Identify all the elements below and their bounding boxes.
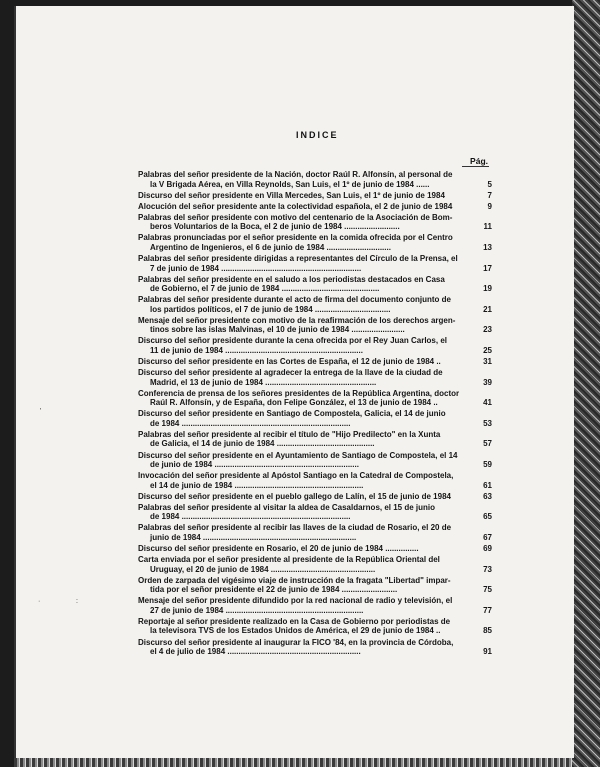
toc-page-number: 85 [483, 626, 492, 636]
toc-entry-continuation: de 1984 ............................................................................ [150, 418, 351, 428]
toc-entry [138, 233, 492, 252]
toc-entry-text: Discurso del señor presidente en el Ayuntamiento de Santiago de Compostela, el 14 [138, 450, 458, 460]
toc-entry [138, 544, 492, 554]
toc-page-number: 19 [483, 284, 492, 294]
toc-entry-text: Discurso del señor presidente en Santiago de Compostela, Galicia, el 14 de junio [138, 409, 446, 419]
toc-page-number: 23 [483, 325, 492, 335]
toc-entry [138, 295, 492, 314]
toc-page-number: 53 [483, 418, 492, 428]
toc-entry-text: Mensaje del señor presidente difundido por la red nacional de radio y televisión, el [138, 596, 453, 606]
toc-page-number: 61 [483, 480, 492, 490]
toc-entry [138, 275, 492, 294]
toc-entry-continuation: la V Brigada Aérea, en Villa Reynolds, San Luis, el 1º de junio de 1984 ...... [150, 179, 430, 189]
toc-entry [138, 409, 492, 428]
toc-entry-continuation: el 14 de junio de 1984 .......................................................... [150, 480, 364, 490]
toc-page-number: 41 [483, 398, 492, 408]
toc-entry-text: Conferencia de prensa de los señores presidentes de la República Argentina, doctor [138, 388, 460, 398]
toc-entry-text: Palabras pronunciadas por el señor presidente en la comida ofrecida por el Centro [138, 233, 453, 243]
toc-entry-continuation: de Gobierno, el 7 de junio de 1984 ............................................ [150, 284, 380, 294]
page-column-header: Pág. [470, 156, 488, 166]
toc-entry [138, 555, 492, 574]
toc-entry-continuation: Argentino de Ingenieros, el 6 de junio de 1984 ............................. [150, 242, 391, 252]
toc-entry-continuation: 7 de junio de 1984 ............................................................... [150, 263, 362, 273]
toc-entry [138, 316, 492, 335]
toc-entry [138, 191, 492, 201]
toc-entry [138, 254, 492, 273]
toc-page-number: 17 [483, 263, 492, 273]
toc-entry-text: Invocación del señor presidente al Apóstol Santiago en la Catedral de Compostela, [138, 471, 454, 481]
toc-entry-text: Palabras del señor presidente al recibir el título de "Hijo Predilecto" en la Xunta [138, 429, 441, 439]
toc-entry-continuation: de Galicia, el 14 de junio de 1984 ............................................ [150, 439, 375, 449]
toc-entry-text: Discurso del señor presidente en Villa Mercedes, San Luis, el 1º de junio de 1984 [138, 190, 445, 200]
toc-page-number: 75 [483, 585, 492, 595]
toc-entry-text: Palabras del señor presidente con motivo del centenario de la Asociación de Bom- [138, 212, 453, 222]
toc-entry-continuation: Madrid, el 13 de junio de 1984 .................................................. [150, 377, 377, 387]
toc-page-number: 91 [483, 647, 492, 656]
toc-page-number: 9 [487, 201, 492, 211]
toc-page-number: 21 [483, 304, 492, 314]
toc-entry-text: Palabras del señor presidente en el saludo a los periodistas destacados en Casa [138, 274, 445, 284]
toc-entry-text: Mensaje del señor presidente con motivo de la reafirmación de los derechos argen- [138, 315, 456, 325]
toc-page-number: 63 [483, 491, 492, 501]
scan-mark: ' [40, 408, 42, 415]
toc-entry [138, 368, 492, 387]
toc-entry-text: Discurso del señor presidente en las Cortes de España, el 12 de junio de 1984 .. [138, 357, 441, 366]
toc-page-number: 39 [483, 377, 492, 387]
toc-entry-text: Discurso del señor presidente durante la cena ofrecida por el Rey Juan Carlos, el [138, 336, 447, 346]
toc-page-number: 31 [483, 357, 492, 366]
toc-entry-continuation: Uruguay, el 20 de junio de 1984 ............................................... [150, 564, 376, 574]
toc-entry-text: Discurso del señor presidente en Rosario, el 20 de junio de 1984 ............... [138, 544, 419, 553]
toc-entry-continuation: beros Voluntarios de la Boca, el 2 de junio de 1984 ......................... [150, 222, 400, 232]
toc-page-number: 59 [483, 460, 492, 469]
toc-entry-text: Palabras del señor presidente dirigidas a representantes del Círculo de la Prensa, el [138, 254, 458, 263]
toc-entry [138, 503, 492, 522]
toc-entry [138, 389, 492, 408]
toc-entry-continuation: Raúl R. Alfonsín, y de España, don Felipe González, el 13 de junio de 1984 .. [150, 398, 438, 408]
toc-entry-continuation: el 4 de julio de 1984 ............................................................ [150, 647, 361, 656]
toc-entry [138, 576, 492, 595]
toc-entry-text: Palabras del señor presidente durante el acto de firma del documento conjunto de [138, 295, 451, 305]
toc-page-number: 67 [483, 532, 492, 542]
toc-entry-text: Palabras del señor presidente de la Nación, doctor Raúl R. Alfonsín, al personal de [138, 170, 453, 179]
toc-entry-text: Palabras del señor presidente al recibir las llaves de la ciudad de Rosario, el 20 de [138, 523, 452, 533]
toc-page-number: 77 [483, 605, 492, 615]
toc-entry-text: Palabras del señor presidente al visitar la aldea de Casaldarnos, el 15 de junio [138, 502, 436, 512]
toc-page-number: 11 [483, 222, 492, 232]
toc-entry [138, 523, 492, 542]
page-title: INDICE [296, 130, 339, 140]
toc-page-number: 7 [487, 190, 492, 200]
toc-page-number: 5 [487, 179, 492, 189]
toc-entry [138, 170, 492, 189]
toc-entry-continuation: de junio de 1984 ................................................................. [150, 460, 359, 469]
toc-entry [138, 617, 492, 636]
toc-entry [138, 596, 492, 615]
toc-entry-continuation: tinos sobre las islas Malvinas, el 10 de junio de 1984 ........................ [150, 325, 405, 335]
toc-entry [138, 357, 492, 367]
toc-entry-continuation: la televisora TVS de los Estados Unidos de América, el 29 de junio de 1984 .. [150, 626, 441, 636]
toc-entry-continuation: tida por el señor presidente el 22 de junio de 1984 ......................... [150, 585, 398, 595]
toc-entry [138, 336, 492, 355]
toc-page-number: 25 [483, 345, 492, 355]
toc-entry [138, 492, 492, 502]
toc-page-number: 65 [483, 512, 492, 522]
toc-entry-text: Alocución del señor presidente ante la colectividad española, el 2 de junio de 1984 [138, 201, 453, 211]
toc-entry-continuation: de 1984 ............................................................................ [150, 512, 351, 522]
toc-entry-text: Reportaje al señor presidente realizado en la Casa de Gobierno por periodistas de [138, 616, 451, 626]
scan-mark: : [76, 598, 78, 605]
scan-mark: · [38, 598, 41, 605]
toc-entry-continuation: 27 de junio de 1984 .............................................................. [150, 605, 364, 615]
toc-entry-continuation: los partidos políticos, el 7 de junio de 1984 .................................. [150, 304, 391, 314]
toc-page-number: 69 [483, 544, 492, 553]
toc-entry [138, 213, 492, 232]
toc-entry-text: Orden de zarpada del vigésimo viaje de instrucción de la fragata "Libertad" impar- [138, 575, 451, 585]
toc-entry [138, 471, 492, 490]
toc-entry-continuation: junio de 1984 ..................................................................... [150, 532, 357, 542]
toc-entry-continuation: 11 de junio de 1984 .............................................................. [150, 345, 363, 355]
toc-page-number: 57 [483, 439, 492, 449]
toc-entry [138, 451, 492, 470]
toc-entry-text: Discurso del señor presidente al agradecer la entrega de la llave de la ciudad de [138, 368, 443, 378]
toc-entry-text: Discurso del señor presidente en el pueblo gallego de Lalín, el 15 de junio de 1984 [138, 491, 451, 501]
toc-entry [138, 430, 492, 449]
toc-entry [138, 638, 492, 657]
toc-entry-text: Discurso del señor presidente al inaugurar la FICO '84, en la provincia de Córdoba, [138, 637, 454, 647]
toc-entry-text: Carta enviada por el señor presidente al presidente de la República Oriental del [138, 555, 440, 565]
toc-page-number: 73 [483, 564, 492, 574]
toc-entry [138, 202, 492, 212]
toc-page-number: 13 [483, 242, 492, 252]
